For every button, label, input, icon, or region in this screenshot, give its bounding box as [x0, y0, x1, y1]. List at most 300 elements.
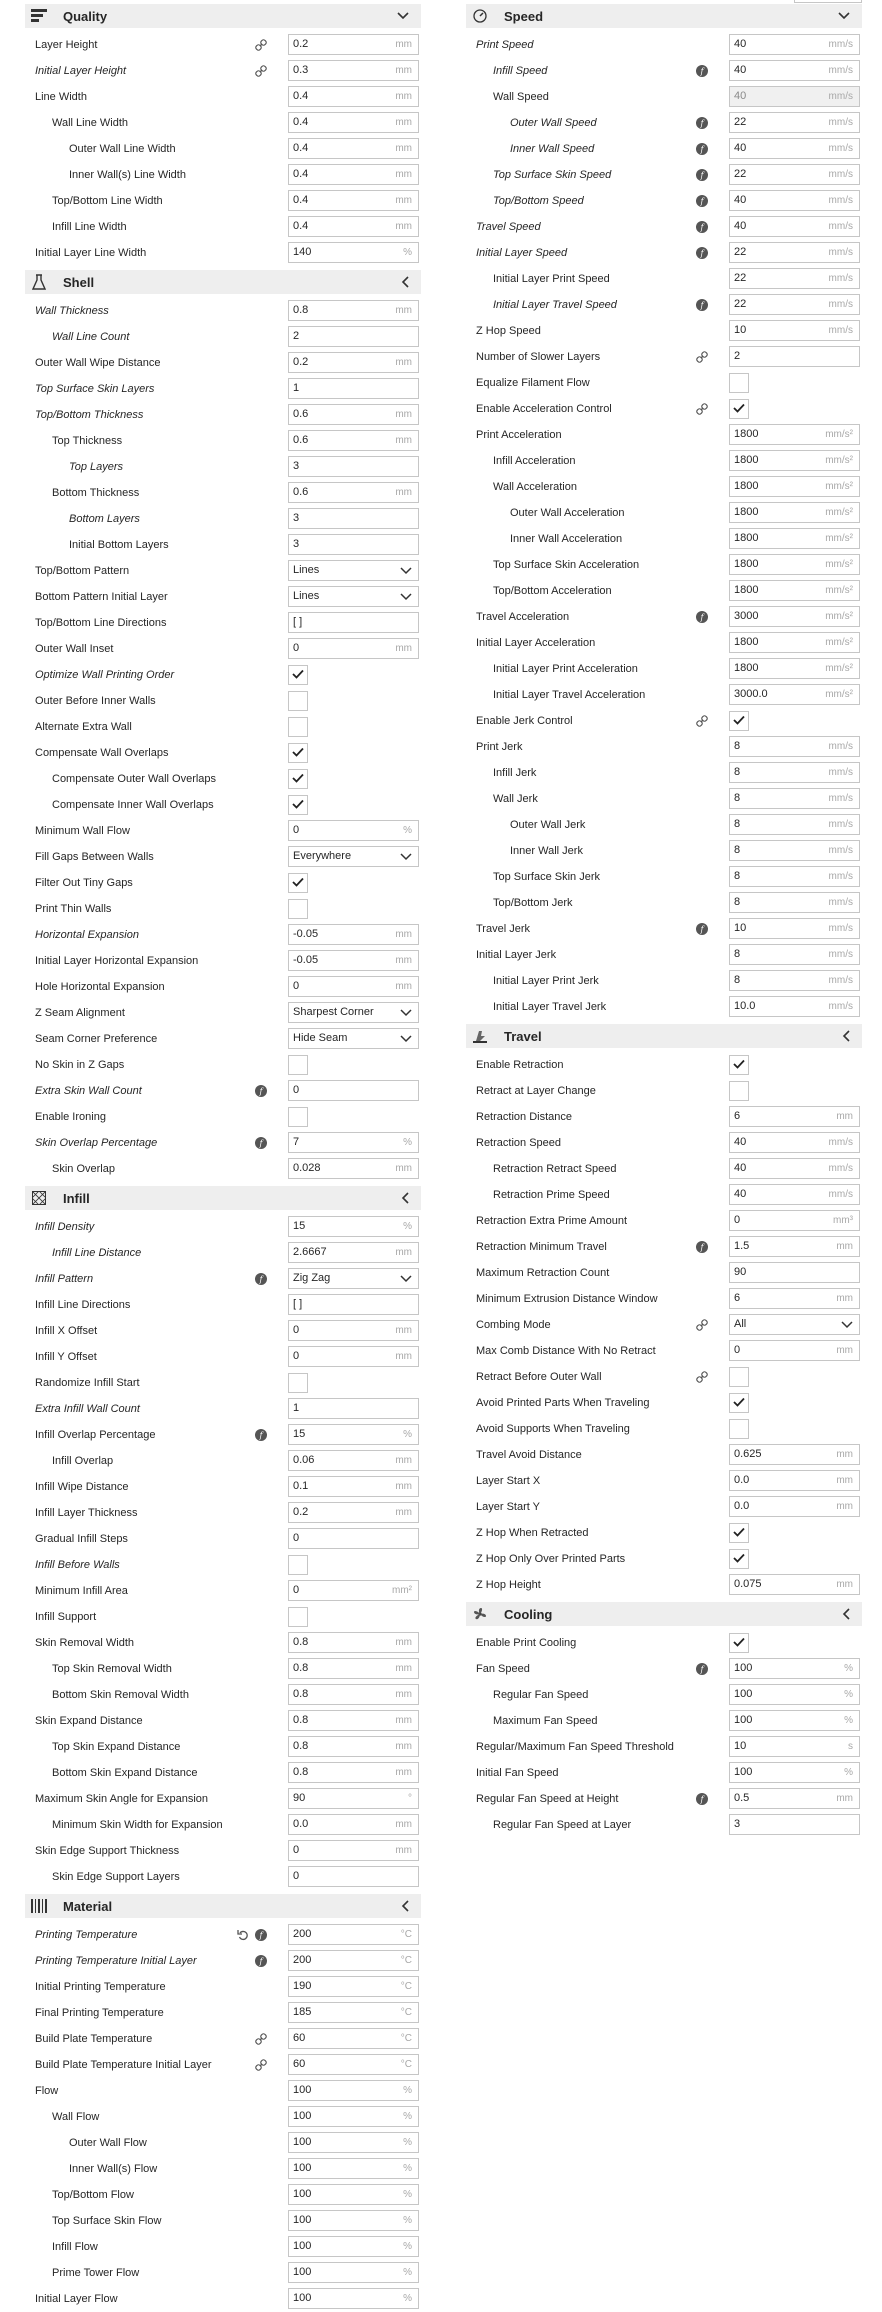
setting-input[interactable] — [729, 1106, 860, 1127]
setting-unit: mm/s — [828, 39, 853, 50]
setting-input[interactable] — [729, 684, 860, 705]
section-header-quality[interactable] — [25, 4, 421, 28]
setting-select[interactable] — [288, 1002, 419, 1023]
setting-value: 10 — [734, 324, 747, 336]
setting-unit: s — [848, 1741, 853, 1752]
setting-input[interactable] — [729, 1132, 860, 1153]
setting-input[interactable] — [729, 1184, 860, 1205]
setting-checkbox[interactable] — [288, 691, 308, 711]
setting-value: 100 — [293, 2110, 312, 2122]
function-icon[interactable] — [696, 65, 708, 77]
setting-label: Skin Removal Width — [35, 1637, 135, 1649]
setting-input[interactable] — [729, 1574, 860, 1595]
setting-value: 8 — [734, 896, 741, 908]
setting-checkbox[interactable] — [288, 665, 308, 685]
setting-input[interactable] — [288, 1450, 419, 1471]
setting-value: 15 — [293, 1428, 306, 1440]
setting-select[interactable] — [288, 846, 419, 867]
setting-input[interactable] — [729, 918, 860, 939]
setting-input[interactable] — [729, 1288, 860, 1309]
setting-value: 10 — [734, 922, 747, 934]
setting-label: Initial Layer Travel Acceleration — [493, 689, 646, 701]
setting-input[interactable] — [729, 34, 860, 55]
setting-row-infill-layer-thickness — [25, 1500, 421, 1526]
setting-label: Z Hop Height — [476, 1579, 541, 1591]
chevron-down-icon — [400, 1274, 412, 1286]
setting-input[interactable] — [288, 300, 419, 321]
setting-label: Top Skin Removal Width — [52, 1663, 172, 1675]
setting-label: Infill Jerk — [493, 767, 537, 779]
setting-unit: % — [403, 2189, 412, 2200]
link-icon[interactable] — [696, 403, 708, 415]
setting-value: 0.075 — [734, 1578, 762, 1590]
setting-row-top-skin-removal-width — [25, 1656, 421, 1682]
setting-input[interactable] — [288, 1924, 419, 1945]
setting-row-gradual-infill-steps — [25, 1526, 421, 1552]
setting-input[interactable] — [288, 1950, 419, 1971]
setting-row-infill-overlap — [25, 1448, 421, 1474]
setting-label: Maximum Retraction Count — [476, 1267, 610, 1279]
setting-input[interactable] — [288, 2080, 419, 2101]
setting-checkbox[interactable] — [288, 717, 308, 737]
section-header-infill[interactable] — [25, 1186, 421, 1210]
setting-value: 0.625 — [734, 1448, 762, 1460]
setting-input[interactable] — [288, 1580, 419, 1601]
setting-input[interactable] — [288, 326, 419, 347]
checkmark-icon — [733, 1637, 745, 1650]
setting-row-infill-jerk — [466, 760, 862, 786]
setting-input[interactable] — [288, 60, 419, 81]
function-icon[interactable] — [696, 923, 708, 935]
setting-input[interactable] — [288, 508, 419, 529]
function-icon[interactable] — [255, 1085, 267, 1097]
setting-row-inner-wall-jerk — [466, 838, 862, 864]
setting-input[interactable] — [288, 1866, 419, 1887]
setting-unit: % — [403, 1429, 412, 1440]
setting-input[interactable] — [288, 1216, 419, 1237]
setting-input[interactable] — [729, 528, 860, 549]
setting-input[interactable] — [288, 1736, 419, 1757]
setting-input[interactable] — [729, 294, 860, 315]
setting-checkbox[interactable] — [729, 1055, 749, 1075]
setting-input[interactable] — [729, 190, 860, 211]
setting-select[interactable] — [288, 560, 419, 581]
setting-input[interactable] — [729, 1340, 860, 1361]
setting-input[interactable] — [729, 164, 860, 185]
setting-select[interactable] — [729, 1314, 860, 1335]
setting-checkbox[interactable] — [288, 1607, 308, 1627]
setting-unit: % — [403, 247, 412, 258]
setting-input[interactable] — [288, 1158, 419, 1179]
setting-row-z-hop-only-over-printed-parts — [466, 1546, 862, 1572]
setting-input[interactable] — [288, 404, 419, 425]
setting-value: 140 — [293, 246, 312, 258]
setting-input[interactable] — [729, 138, 860, 159]
setting-input[interactable] — [729, 1262, 860, 1283]
checkmark-icon — [733, 403, 745, 416]
setting-input[interactable] — [288, 924, 419, 945]
setting-unit: mm/s² — [825, 689, 853, 700]
setting-value: 0 — [293, 980, 300, 992]
setting-input[interactable] — [288, 976, 419, 997]
setting-checkbox[interactable] — [729, 1633, 749, 1653]
link-icon[interactable] — [696, 1371, 708, 1383]
setting-value: 8 — [734, 844, 741, 856]
setting-input[interactable] — [288, 2028, 419, 2049]
section-header-travel[interactable] — [466, 1024, 862, 1048]
setting-input[interactable] — [288, 34, 419, 55]
setting-checkbox[interactable] — [729, 399, 749, 419]
link-icon[interactable] — [696, 715, 708, 727]
setting-unit: mm/s — [828, 299, 853, 310]
setting-row-minimum-extrusion-distance-window — [466, 1286, 862, 1312]
setting-input[interactable] — [288, 2288, 419, 2309]
setting-input[interactable] — [729, 970, 860, 991]
function-icon[interactable] — [696, 1663, 708, 1675]
setting-row-wall-line-count — [25, 324, 421, 350]
section-header-material[interactable] — [25, 1894, 421, 1918]
setting-checkbox[interactable] — [729, 711, 749, 731]
setting-row-initial-layer-print-jerk — [466, 968, 862, 994]
function-icon[interactable] — [696, 117, 708, 129]
setting-value: 100 — [293, 2188, 312, 2200]
setting-checkbox[interactable] — [729, 373, 749, 393]
setting-row-max-comb-distance-with-no-retract — [466, 1338, 862, 1364]
setting-value: 8 — [734, 740, 741, 752]
setting-input[interactable] — [729, 1658, 860, 1679]
setting-input[interactable] — [729, 1762, 860, 1783]
section-header-shell[interactable] — [25, 270, 421, 294]
setting-input[interactable] — [729, 1444, 860, 1465]
setting-value: 1.5 — [734, 1240, 750, 1252]
function-icon[interactable] — [696, 143, 708, 155]
setting-unit: mm/s² — [825, 481, 853, 492]
setting-input[interactable] — [288, 1132, 419, 1153]
function-icon[interactable] — [255, 1929, 267, 1941]
setting-input[interactable] — [288, 2262, 419, 2283]
setting-label: Outer Wall Flow — [69, 2137, 147, 2149]
setting-checkbox[interactable] — [288, 1555, 308, 1575]
section-header-cooling[interactable] — [466, 1602, 862, 1626]
setting-label: Avoid Printed Parts When Traveling — [476, 1397, 650, 1409]
setting-input[interactable] — [288, 1320, 419, 1341]
setting-input[interactable] — [729, 320, 860, 341]
setting-checkbox[interactable] — [288, 769, 308, 789]
setting-input[interactable] — [288, 2210, 419, 2231]
setting-input[interactable] — [729, 60, 860, 81]
setting-checkbox[interactable] — [288, 873, 308, 893]
setting-row-infill-before-walls — [25, 1552, 421, 1578]
setting-label: Initial Layer Print Speed — [493, 273, 610, 285]
setting-label: Initial Fan Speed — [476, 1767, 559, 1779]
setting-input[interactable] — [288, 456, 419, 477]
setting-input[interactable] — [288, 1080, 419, 1101]
function-icon[interactable] — [255, 1137, 267, 1149]
setting-value: 60 — [293, 2058, 306, 2070]
setting-label: Infill Before Walls — [35, 1559, 120, 1571]
setting-input[interactable] — [288, 1632, 419, 1653]
section-header-speed[interactable] — [466, 4, 862, 28]
setting-checkbox[interactable] — [729, 1393, 749, 1413]
setting-checkbox[interactable] — [729, 1081, 749, 1101]
setting-input[interactable] — [288, 430, 419, 451]
setting-value: 0.1 — [293, 1480, 309, 1492]
setting-input[interactable] — [729, 1736, 860, 1757]
setting-input[interactable] — [729, 996, 860, 1017]
setting-input[interactable] — [288, 1294, 419, 1315]
setting-input[interactable] — [729, 1496, 860, 1517]
setting-row-equalize-filament-flow — [466, 370, 862, 396]
setting-input[interactable] — [729, 1158, 860, 1179]
setting-input[interactable] — [288, 612, 419, 633]
setting-input[interactable] — [288, 1476, 419, 1497]
function-icon[interactable] — [696, 299, 708, 311]
setting-unit: mm — [395, 195, 412, 206]
setting-input[interactable] — [288, 1528, 419, 1549]
setting-input[interactable] — [288, 950, 419, 971]
setting-row-z-hop-height — [466, 1572, 862, 1598]
setting-input[interactable] — [288, 1502, 419, 1523]
setting-input[interactable] — [729, 242, 860, 263]
setting-value: 22 — [734, 272, 747, 284]
chevron-left-icon[interactable] — [401, 1894, 409, 1918]
setting-checkbox[interactable] — [729, 1549, 749, 1569]
setting-unit: mm — [836, 1293, 853, 1304]
setting-input[interactable] — [288, 164, 419, 185]
setting-input[interactable] — [729, 216, 860, 237]
setting-input[interactable] — [729, 502, 860, 523]
setting-input[interactable] — [288, 2158, 419, 2179]
setting-input[interactable] — [729, 1684, 860, 1705]
setting-input[interactable] — [729, 1788, 860, 1809]
setting-input[interactable] — [729, 268, 860, 289]
setting-input[interactable] — [729, 944, 860, 965]
setting-unit: mm/s — [828, 767, 853, 778]
function-icon[interactable] — [696, 195, 708, 207]
setting-label: Compensate Inner Wall Overlaps — [52, 799, 214, 811]
link-icon[interactable] — [255, 2033, 267, 2045]
setting-label: Top Layers — [69, 461, 124, 473]
checkmark-icon — [292, 773, 304, 786]
setting-input[interactable] — [729, 814, 860, 835]
setting-input[interactable] — [288, 86, 419, 107]
setting-input[interactable] — [288, 112, 419, 133]
setting-label: Fill Gaps Between Walls — [35, 851, 154, 863]
link-icon[interactable] — [255, 39, 267, 51]
setting-input[interactable] — [729, 1470, 860, 1491]
material-icon — [27, 1894, 51, 1918]
setting-label: Line Width — [35, 91, 87, 103]
setting-select[interactable] — [288, 1028, 419, 1049]
setting-checkbox[interactable] — [288, 1373, 308, 1393]
setting-input[interactable] — [288, 482, 419, 503]
setting-input[interactable] — [288, 2184, 419, 2205]
setting-value: 0.6 — [293, 434, 309, 446]
setting-unit: % — [403, 1221, 412, 1232]
setting-label: Compensate Outer Wall Overlaps — [52, 773, 217, 785]
setting-row-skin-expand-distance — [25, 1708, 421, 1734]
setting-unit: % — [403, 2241, 412, 2252]
setting-input[interactable] — [288, 378, 419, 399]
chevron-left-icon[interactable] — [842, 1024, 850, 1048]
setting-value: 0.0 — [734, 1474, 750, 1486]
setting-value: 1800 — [734, 506, 759, 518]
function-icon[interactable] — [696, 1793, 708, 1805]
chevron-left-icon[interactable] — [401, 270, 409, 294]
setting-input[interactable] — [288, 1424, 419, 1445]
setting-input[interactable] — [729, 788, 860, 809]
setting-input[interactable] — [729, 866, 860, 887]
setting-checkbox[interactable] — [288, 743, 308, 763]
setting-input[interactable] — [729, 1210, 860, 1231]
setting-value: 0.8 — [293, 1636, 309, 1648]
setting-checkbox[interactable] — [729, 1367, 749, 1387]
function-icon[interactable] — [696, 221, 708, 233]
setting-label: Z Hop Only Over Printed Parts — [476, 1553, 626, 1565]
setting-input[interactable] — [288, 190, 419, 211]
setting-checkbox[interactable] — [729, 1523, 749, 1543]
setting-input[interactable] — [729, 892, 860, 913]
setting-checkbox[interactable] — [729, 1419, 749, 1439]
link-icon[interactable] — [255, 2059, 267, 2071]
setting-value: 100 — [293, 2240, 312, 2252]
setting-input[interactable] — [288, 1762, 419, 1783]
setting-value: [ ] — [293, 616, 303, 628]
setting-label: Inner Wall Acceleration — [510, 533, 623, 545]
setting-input[interactable] — [288, 638, 419, 659]
setting-input[interactable] — [729, 840, 860, 861]
setting-input[interactable] — [288, 820, 419, 841]
setting-select[interactable] — [288, 586, 419, 607]
svg-text:f: f — [259, 1431, 263, 1440]
function-icon[interactable] — [255, 1955, 267, 1967]
setting-input[interactable] — [288, 352, 419, 373]
setting-input[interactable] — [288, 1658, 419, 1679]
setting-value: Lines — [293, 590, 320, 602]
setting-value: 10.0 — [734, 1000, 756, 1012]
setting-unit: mm/s² — [825, 611, 853, 622]
setting-input[interactable] — [729, 346, 860, 367]
setting-row-build-plate-temperature — [25, 2026, 421, 2052]
setting-input[interactable] — [288, 2054, 419, 2075]
setting-input[interactable] — [729, 1236, 860, 1257]
svg-text:f: f — [700, 1243, 704, 1252]
setting-input[interactable] — [288, 1398, 419, 1419]
setting-input[interactable] — [288, 534, 419, 555]
link-icon[interactable] — [696, 351, 708, 363]
chevron-left-icon[interactable] — [401, 1186, 409, 1210]
setting-input[interactable] — [288, 1840, 419, 1861]
setting-select[interactable] — [288, 1268, 419, 1289]
setting-input[interactable] — [288, 2106, 419, 2127]
setting-label: Outer Before Inner Walls — [35, 695, 156, 707]
setting-checkbox[interactable] — [288, 1055, 308, 1075]
svg-text:f: f — [700, 301, 704, 310]
setting-unit: mm — [395, 981, 412, 992]
setting-input[interactable] — [729, 112, 860, 133]
setting-row-travel-avoid-distance — [466, 1442, 862, 1468]
setting-row-initial-layer-height — [25, 58, 421, 84]
function-icon[interactable] — [696, 169, 708, 181]
setting-unit: mm — [395, 1163, 412, 1174]
setting-input[interactable] — [288, 2132, 419, 2153]
setting-input[interactable] — [729, 1710, 860, 1731]
section-title: Travel — [504, 1028, 542, 1044]
setting-checkbox[interactable] — [288, 795, 308, 815]
setting-row-infill-acceleration — [466, 448, 862, 474]
setting-row-filter-out-tiny-gaps — [25, 870, 421, 896]
setting-row-compensate-wall-overlaps — [25, 740, 421, 766]
reset-icon[interactable] — [237, 1929, 249, 1941]
setting-input[interactable] — [288, 242, 419, 263]
function-icon[interactable] — [696, 1241, 708, 1253]
setting-input[interactable] — [288, 1814, 419, 1835]
setting-input[interactable] — [729, 762, 860, 783]
setting-unit: % — [844, 1715, 853, 1726]
setting-label: Enable Print Cooling — [476, 1637, 577, 1649]
setting-input[interactable] — [729, 476, 860, 497]
setting-input[interactable] — [729, 1814, 860, 1835]
setting-input[interactable] — [729, 580, 860, 601]
setting-row-outer-wall-jerk — [466, 812, 862, 838]
setting-label: Top/Bottom Jerk — [493, 897, 573, 909]
function-icon[interactable] — [255, 1429, 267, 1441]
chevron-left-icon[interactable] — [842, 1602, 850, 1626]
function-icon[interactable] — [255, 1273, 267, 1285]
setting-input[interactable] — [288, 1242, 419, 1263]
setting-row-travel-acceleration — [466, 604, 862, 630]
setting-input[interactable] — [288, 2236, 419, 2257]
setting-checkbox[interactable] — [288, 1107, 308, 1127]
function-icon[interactable] — [696, 611, 708, 623]
setting-row-top-bottom-line-width — [25, 188, 421, 214]
setting-row-extra-skin-wall-count — [25, 1078, 421, 1104]
setting-input[interactable] — [729, 554, 860, 575]
link-icon[interactable] — [255, 65, 267, 77]
setting-input[interactable] — [729, 86, 860, 107]
function-icon[interactable] — [696, 247, 708, 259]
setting-input[interactable] — [288, 1346, 419, 1367]
setting-input[interactable] — [729, 450, 860, 471]
setting-input[interactable] — [729, 424, 860, 445]
setting-label: Top Surface Skin Flow — [52, 2215, 162, 2227]
chevron-down-icon[interactable] — [838, 4, 850, 28]
setting-input[interactable] — [288, 1976, 419, 1997]
setting-input[interactable] — [729, 632, 860, 653]
setting-input[interactable] — [729, 606, 860, 627]
setting-input[interactable] — [729, 658, 860, 679]
chevron-down-icon[interactable] — [397, 4, 409, 28]
setting-checkbox[interactable] — [288, 899, 308, 919]
setting-input[interactable] — [288, 216, 419, 237]
setting-input[interactable] — [729, 736, 860, 757]
setting-input[interactable] — [288, 2002, 419, 2023]
setting-row-enable-jerk-control — [466, 708, 862, 734]
setting-input[interactable] — [288, 1684, 419, 1705]
setting-input[interactable] — [288, 1788, 419, 1809]
setting-input[interactable] — [288, 138, 419, 159]
setting-label: Top/Bottom Acceleration — [493, 585, 612, 597]
setting-row-enable-acceleration-control — [466, 396, 862, 422]
speed-icon — [468, 4, 492, 28]
setting-row-maximum-skin-angle-for-expansion — [25, 1786, 421, 1812]
setting-label: Retraction Extra Prime Amount — [476, 1215, 628, 1227]
setting-value: 0.4 — [293, 220, 309, 232]
setting-input[interactable] — [288, 1710, 419, 1731]
link-icon[interactable] — [696, 1319, 708, 1331]
setting-value: 100 — [293, 2084, 312, 2096]
checkmark-icon — [292, 799, 304, 812]
